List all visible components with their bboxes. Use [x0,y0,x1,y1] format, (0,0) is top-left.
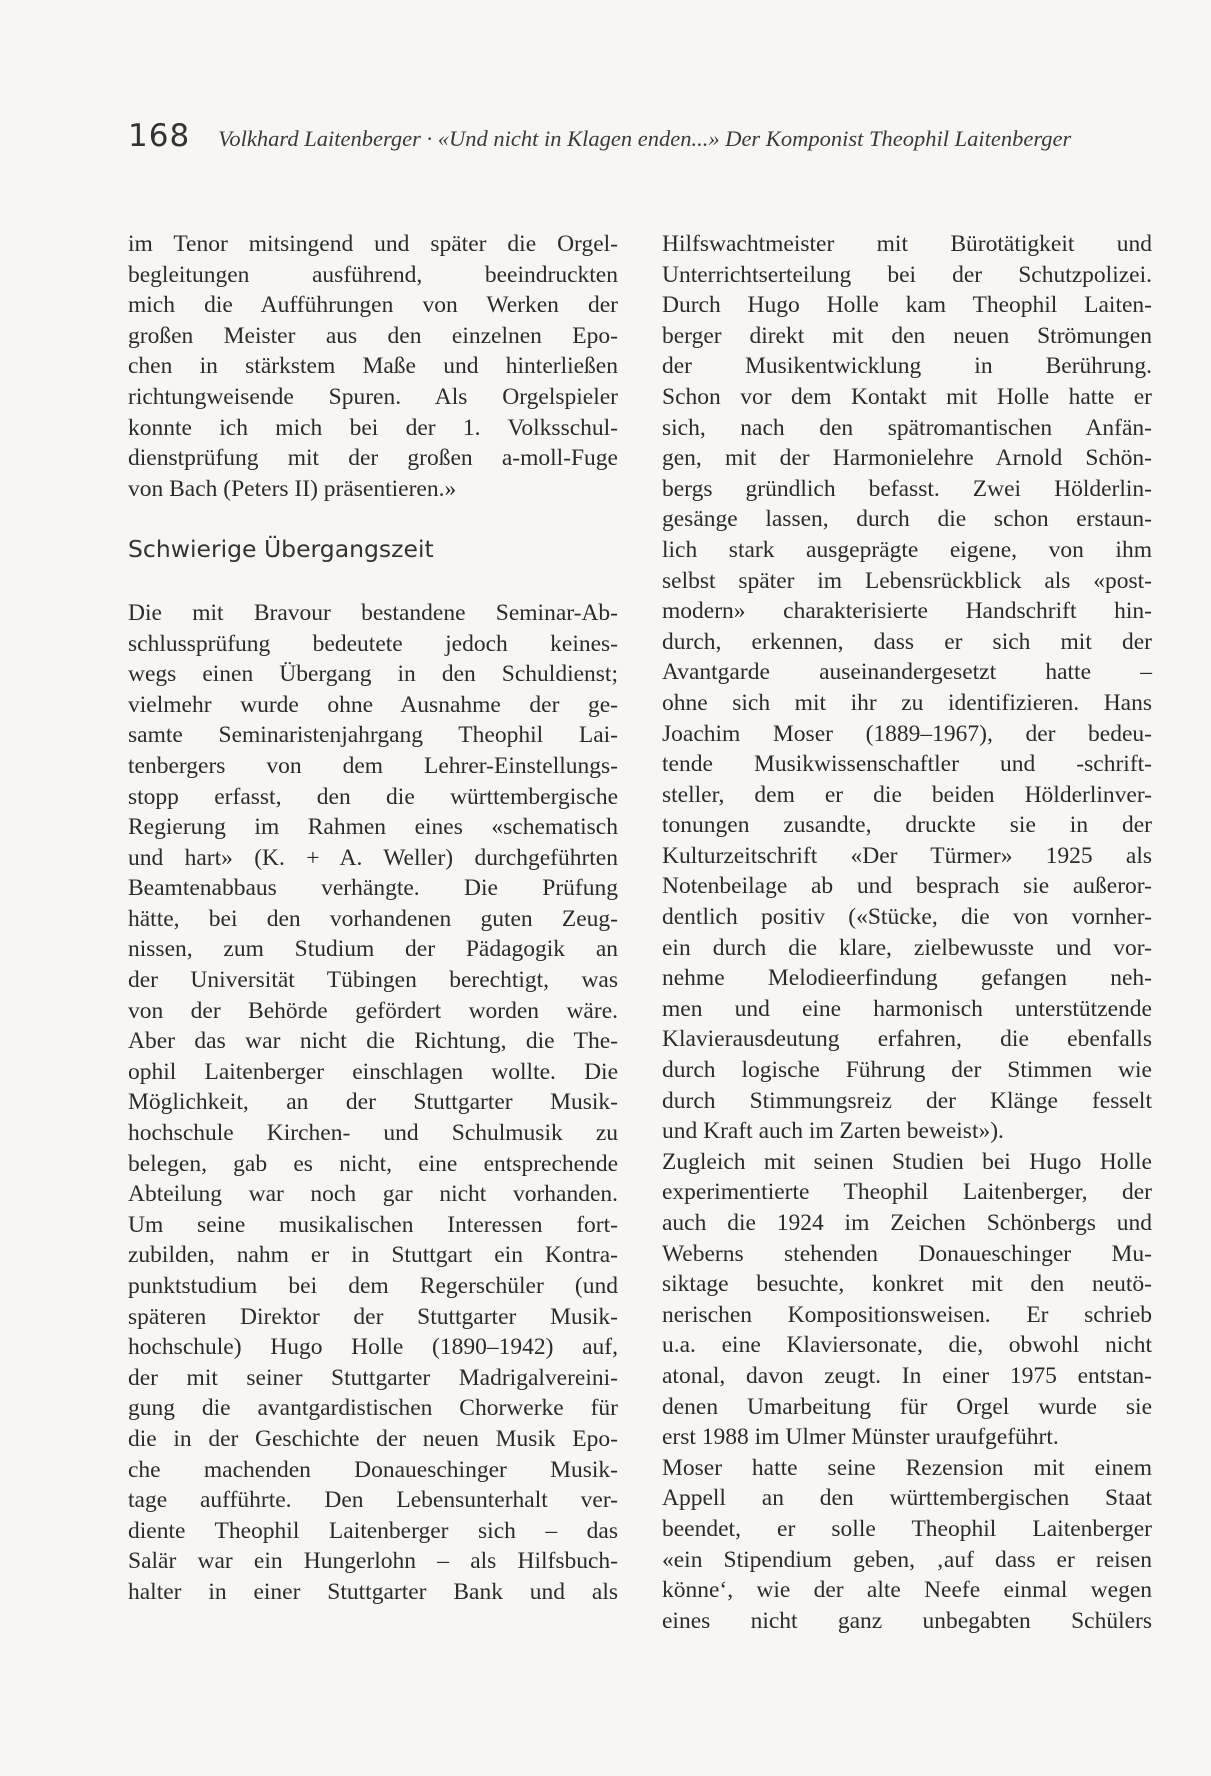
text-line: halter in einer Stuttgarter Bank und als [128,1578,618,1605]
text-line: tende Musikwissenschaftler und -schrift- [662,751,1152,778]
text-line: Regierung im Rahmen eines «schematisch [128,814,618,841]
text-line: richtungweisende Spuren. Als Orgelspieler [128,383,618,410]
text-line: Um seine musikalischen Interessen fort- [128,1211,618,1238]
text-line: schlussprüfung bedeutete jedoch keines- [128,630,618,657]
text-line: samte Seminaristenjahrgang Theophil Lai- [128,722,618,749]
text-line: gen, mit der Harmonielehre Arnold Schön- [662,445,1152,472]
text-line: wegs einen Übergang in den Schuldienst; [128,661,618,688]
text-line: Avantgarde auseinandergesetzt hatte – [662,659,1152,686]
text-line: durch logische Führung der Stimmen wie [662,1057,1152,1084]
text-line: eines nicht ganz unbegabten Schülers [662,1607,1152,1634]
text-line: Joachim Moser (1889–1967), der bedeu- [662,720,1152,747]
text-line: chen in stärkstem Maße und hinterließen [128,353,618,380]
text-line: vielmehr wurde ohne Ausnahme der ge- [128,691,618,718]
paragraph [662,229,1152,1147]
text-line: belegen, gab es nicht, eine entsprechende [128,1150,618,1177]
text-line: diente Theophil Laitenberger sich – das [128,1517,618,1544]
text-line: nerischen Kompositionsweisen. Er schrieb [662,1301,1152,1328]
text-line: Zugleich mit seinen Studien bei Hugo Holle [662,1148,1152,1175]
text-line: auch die 1924 im Zeichen Schönbergs und [662,1210,1152,1236]
text-line: Weberns stehenden Donaueschinger Mu- [662,1240,1152,1267]
text-line: Appell an den württembergischen Staat [662,1485,1152,1512]
paragraph [662,1453,1152,1637]
text-line: ohne sich mit ihr zu identifizieren. Hans [662,689,1152,716]
right-column [662,229,1152,1636]
text-line: Schon vor dem Kontakt mit Holle hatte er [662,383,1152,410]
text-line: experimentierte Theophil Laitenberger, der [662,1179,1152,1206]
text-line: selbst später im Lebensrückblick als «post- [662,567,1152,594]
text-line: atonal, davon zeugt. In einer 1975 entstan- [662,1362,1152,1389]
text-line: berger direkt mit den neuen Strömungen [662,322,1152,349]
text-line: Möglichkeit, an der Stuttgarter Musik- [128,1089,618,1116]
left-column [128,229,618,1608]
text-line: stopp erfasst, den die württembergische [128,783,618,810]
section-heading: Schwierige Übergangszeit [128,535,434,564]
text-line: siktage besuchte, konkret mit den neutö- [662,1271,1152,1298]
text-line: durch Stimmungsreiz der Klänge fesselt [662,1087,1152,1114]
text-line: der Musikentwicklung in Berührung. [662,353,1152,380]
text-line: großen Meister aus den einzelnen Epo- [128,322,618,349]
text-line: Salär war ein Hungerlohn – als Hilfsbuch- [128,1548,618,1575]
text-line: durch, erkennen, dass er sich mit der [662,628,1152,655]
text-line: tenbergers von dem Lehrer-Einstellungs- [128,752,618,779]
text-line: tage aufführte. Den Lebensunterhalt ver- [128,1487,618,1514]
text-line: Aber das war nicht die Richtung, die The- [128,1028,618,1055]
text-line: denen Umarbeitung für Orgel wurde sie [662,1393,1152,1420]
text-line: gung die avantgardistischen Chorwerke für [128,1395,618,1422]
text-line: hätte, bei den vorhandenen guten Zeug- [128,905,618,932]
paragraph [128,598,618,1608]
text-line: men und eine harmonisch unterstützende [662,995,1152,1022]
text-line: steller, dem er die beiden Hölderlinver- [662,781,1152,808]
text-line: Kulturzeitschrift «Der Türmer» 1925 als [662,842,1152,869]
text-line: die in der Geschichte der neuen Musik Epo- [128,1425,618,1452]
text-line: u.a. eine Klaviersonate, die, obwohl nicht [662,1332,1152,1359]
text-line: Beamtenabbaus verhängte. Die Prüfung [128,875,618,902]
text-line: Die mit Bravour bestandene Seminar-Ab- [128,599,618,626]
text-line: Durch Hugo Holle kam Theophil Laiten- [662,292,1152,319]
text-line: dienstprüfung mit der großen a-moll-Fuge [128,445,618,472]
text-line: Moser hatte seine Rezension mit einem [662,1454,1152,1481]
text-line: erst 1988 im Ulmer Münster uraufgeführt. [662,1424,1059,1451]
text-line: nissen, zum Studium der Pädagogik an [128,936,618,963]
text-line: che machenden Donaueschinger Musik- [128,1456,618,1483]
text-line: Klavierausdeutung erfahren, die ebenfalls [662,1026,1152,1053]
text-line: begleitungen ausführend, beeindruckten [128,261,618,288]
text-line: bergs gründlich befasst. Zwei Hölderlin- [662,475,1152,502]
text-line: der mit seiner Stuttgarter Madrigalvereini- [128,1364,618,1391]
text-line: lich stark ausgeprägte eigene, von ihm [662,536,1152,563]
text-line: zubilden, nahm er in Stuttgart ein Kontra- [128,1242,618,1269]
text-line: ophil Laitenberger einschlagen wollte. Die [128,1058,618,1085]
running-head [128,118,1138,154]
text-line: könne‘, wie der alte Neefe einmal wegen [662,1577,1152,1604]
text-line: nehme Melodieerfindung gefangen neh- [662,965,1152,992]
text-line: von Bach (Peters II) präsentieren.» [128,475,457,502]
paragraph [128,229,618,504]
text-line: ein durch die klare, zielbewusste und vor- [662,934,1152,961]
text-line: und Kraft auch im Zarten beweist»). [662,1118,1004,1145]
page-number: 168 [128,118,191,154]
text-line: im Tenor mitsingend und später die Orgel- [128,231,618,257]
text-line: der Universität Tübingen berechtigt, was [128,967,618,994]
text-line: konnte ich mich bei der 1. Volksschul- [128,414,618,441]
text-line: Unterrichtserteilung bei der Schutzpolizei. [662,261,1152,288]
text-line: Abteilung war noch gar nicht vorhanden. [128,1181,618,1208]
text-line: «ein Stipendium geben, ‚auf dass er reisen [662,1546,1152,1573]
text-line: hochschule) Hugo Holle (1890–1942) auf, [128,1334,618,1361]
paragraph [662,1147,1152,1453]
text-line: und hart» (K. + A. Weller) durchgeführten [128,844,618,871]
text-line: dentlich positiv («Stücke, die von vornher- [662,904,1152,931]
text-line: mich die Aufführungen von Werken der [128,292,618,319]
text-line: tonungen zusandte, druckte sie in der [662,812,1152,839]
text-line: Hilfswachtmeister mit Bürotätigkeit und [662,231,1152,257]
text-line: punktstudium bei dem Regerschüler (und [128,1273,618,1299]
text-line: beendet, er solle Theophil Laitenberger [662,1515,1152,1542]
text-line: von der Behörde gefördert worden wäre. [128,997,618,1024]
text-line: Notenbeilage ab und besprach sie außeror- [662,873,1152,900]
text-line: hochschule Kirchen- und Schulmusik zu [128,1120,618,1147]
text-line: gesänge lassen, durch die schon erstaun- [662,506,1152,533]
text-line: späteren Direktor der Stuttgarter Musik- [128,1303,618,1330]
text-line: sich, nach den spätromantischen Anfän- [662,414,1152,441]
text-line: modern» charakterisierte Handschrift hin- [662,598,1152,625]
running-title: Volkhard Laitenberger · «Und nicht in Klagen enden...» Der Komponist Theophil Laitenberger [218,126,1072,151]
